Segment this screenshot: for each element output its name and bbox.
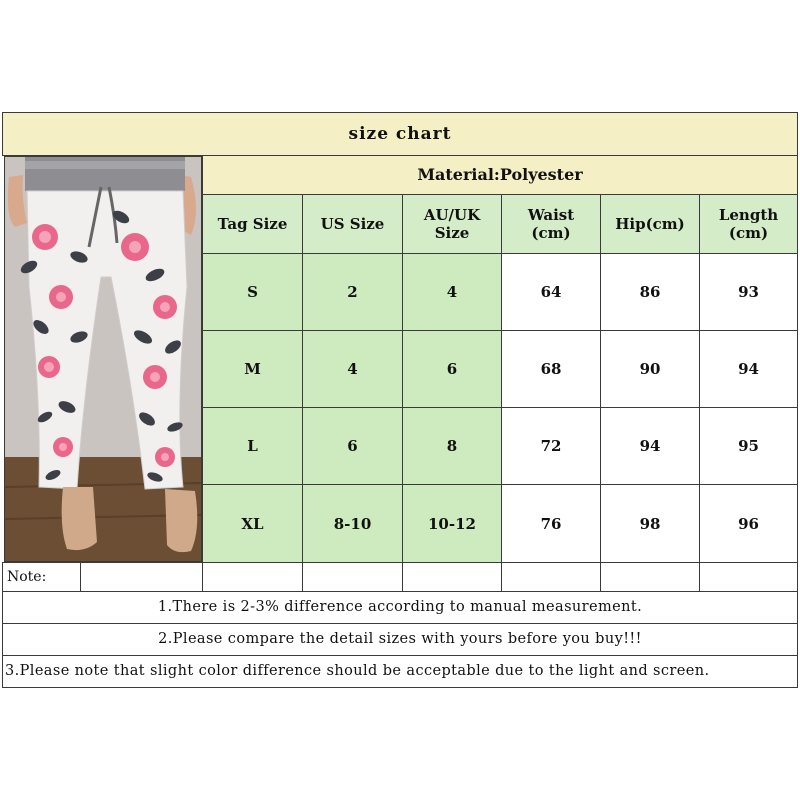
table-cell-us-size: 6 — [302, 407, 403, 485]
note-empty-cell — [402, 562, 502, 592]
table-cell-tag-size: S — [202, 253, 303, 331]
header-hip: Hip(cm) — [600, 194, 700, 254]
table-cell-au-uk-size: 4 — [402, 253, 502, 331]
note-empty-cell — [302, 562, 403, 592]
table-cell-us-size: 2 — [302, 253, 403, 331]
note-empty-cell — [699, 562, 798, 592]
note-empty-cell — [501, 562, 601, 592]
table-cell-waist: 76 — [501, 484, 601, 563]
note-empty-cell — [202, 562, 303, 592]
header-waist: Waist (cm) — [501, 194, 601, 254]
left-shoe — [62, 487, 97, 550]
right-shoe — [165, 489, 197, 552]
table-cell-us-size: 8-10 — [302, 484, 403, 563]
table-cell-waist: 68 — [501, 330, 601, 408]
table-cell-tag-size: L — [202, 407, 303, 485]
table-cell-length: 96 — [699, 484, 798, 563]
table-cell-au-uk-size: 10-12 — [402, 484, 502, 563]
product-photo — [4, 156, 202, 562]
header-tag-size: Tag Size — [202, 194, 303, 254]
table-cell-hip: 86 — [600, 253, 700, 331]
floral-pants-illustration — [5, 157, 202, 562]
table-cell-length: 95 — [699, 407, 798, 485]
table-cell-waist: 72 — [501, 407, 601, 485]
note-empty-cell — [600, 562, 700, 592]
table-cell-hip: 98 — [600, 484, 700, 563]
table-cell-hip: 90 — [600, 330, 700, 408]
table-cell-length: 93 — [699, 253, 798, 331]
table-cell-tag-size: M — [202, 330, 303, 408]
table-cell-hip: 94 — [600, 407, 700, 485]
table-cell-waist: 64 — [501, 253, 601, 331]
table-cell-tag-size: XL — [202, 484, 303, 563]
note-line-1: 1.There is 2-3% difference according to manual measurement. — [2, 591, 798, 624]
table-cell-au-uk-size: 6 — [402, 330, 502, 408]
note-line-3: 3.Please note that slight color difference should be acceptable due to the light and screen. — [2, 655, 798, 688]
table-cell-au-uk-size: 8 — [402, 407, 502, 485]
table-cell-length: 94 — [699, 330, 798, 408]
header-length: Length (cm) — [699, 194, 798, 254]
header-us-size: US Size — [302, 194, 403, 254]
note-line-2: 2.Please compare the detail sizes with yours before you buy!!! — [2, 623, 798, 656]
table-cell-us-size: 4 — [302, 330, 403, 408]
note-empty-cell — [80, 562, 203, 592]
note-label: Note: — [2, 562, 81, 592]
header-au-uk-size: AU/UK Size — [402, 194, 502, 254]
chart-title: size chart — [2, 112, 798, 156]
material-label: Material:Polyester — [202, 155, 798, 195]
